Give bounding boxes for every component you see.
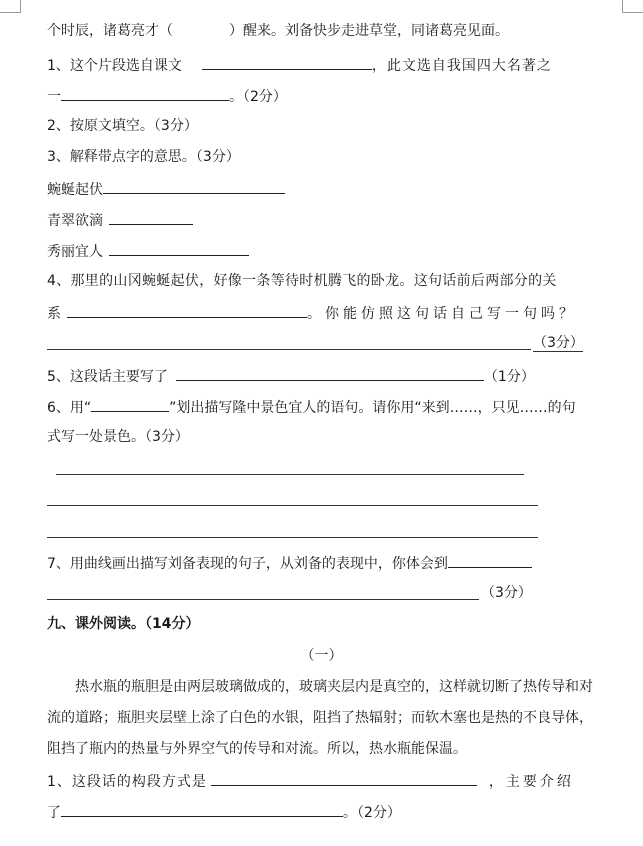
q2-text: 2、按原文填空。（3分）	[47, 118, 198, 134]
q6-text-a: 6、用“	[47, 400, 92, 416]
question-5	[47, 365, 535, 385]
answer-line-q6-2[interactable]	[47, 505, 538, 506]
section-9-heading	[47, 614, 199, 634]
q7-score-text: （3分）	[481, 585, 532, 601]
word-3: 秀丽宜人	[47, 244, 103, 260]
question-3	[47, 147, 240, 167]
line1-text-b: ）醒来。刘备快步走进草堂，同诸葛亮见面。	[229, 23, 509, 39]
q6-text-c: 式写一处景色。（3分）	[47, 429, 189, 445]
passage-text-2: 流的道路；瓶胆夹层壁上涂了白色的水银，阻挡了热辐射；而软木塞也是热的不良导体，	[47, 710, 593, 726]
passage-text-3: 阻挡了瓶内的热量与外界空气的传导和对流。所以，热水瓶能保温。	[47, 741, 467, 757]
question-4-line-2	[47, 302, 577, 322]
page-corner-mark-left	[0, 0, 21, 13]
reading-question-1-line-2	[47, 801, 401, 821]
r1-text-d: 。（2分）	[343, 805, 401, 821]
answer-blank-q7-a[interactable]	[448, 552, 532, 568]
answer-blank-q1-title[interactable]	[202, 54, 372, 70]
answer-blank-word-2[interactable]	[109, 209, 193, 225]
subsection-heading	[0, 646, 643, 666]
answer-line-q6-3[interactable]	[47, 537, 538, 538]
q4-score-text: （3分）	[533, 335, 584, 351]
answer-blank-q4-relation[interactable]	[67, 302, 307, 318]
answer-line-q7[interactable]	[47, 599, 479, 600]
question-1-line-1	[47, 54, 552, 74]
word-item-2	[47, 209, 193, 229]
q1-text-d: 。（2分）	[229, 89, 287, 105]
q4-text-b1: 系	[47, 306, 61, 322]
answer-blank-q5[interactable]	[176, 365, 484, 381]
q3-text: 3、解释带点字的意思。（3分）	[47, 149, 240, 165]
q5-text-a: 5、这段话主要写了	[47, 369, 168, 385]
q4-text-a: 4、那里的山冈蜿蜒起伏，好像一条等待时机腾飞的卧龙。这句话前后两部分的关	[47, 273, 557, 289]
answer-blank-q6-mark[interactable]	[91, 396, 169, 412]
q1-text-b: ，此文选自我国四大名著之	[371, 58, 552, 74]
passage-line-2	[47, 708, 593, 728]
q7-text-a: 7、用曲线画出描写刘备表现的句子，从刘备的表现中，你体会到	[47, 556, 448, 572]
section-9-title: 九、课外阅读。（14分）	[47, 616, 200, 632]
word-item-1	[47, 178, 285, 198]
question-4-line-1	[47, 271, 557, 291]
question-6-line-2	[47, 427, 189, 447]
page-corner-mark-right	[622, 0, 643, 13]
passage-line-1	[75, 677, 593, 697]
answer-blank-word-3[interactable]	[109, 240, 249, 256]
text-line-1	[47, 21, 509, 41]
q4-text-b2: 。你能仿照这句话自己写一句吗？	[307, 306, 577, 322]
q4-score	[533, 333, 584, 353]
question-1-line-2	[47, 85, 287, 105]
answer-blank-word-1[interactable]	[103, 178, 285, 194]
q5-score: （1分）	[483, 369, 535, 385]
line1-text-a: 个时辰，诸葛亮才（	[47, 23, 173, 39]
r1-text-c: 了	[47, 805, 61, 821]
question-7-line-1	[47, 552, 532, 572]
subsection-1-title: （一）	[300, 648, 343, 664]
answer-blank-q1-novel[interactable]	[61, 85, 229, 101]
answer-line-q6-1[interactable]	[56, 474, 524, 475]
q1-text-c: 一	[47, 89, 61, 105]
answer-line-q4[interactable]	[47, 349, 531, 350]
word-2: 青翠欲滴	[47, 213, 103, 229]
reading-question-1-line-1	[47, 770, 574, 790]
question-2	[47, 116, 198, 136]
answer-blank-r1-structure[interactable]	[211, 770, 477, 786]
passage-text-1: 热水瓶的瓶胆是由两层玻璃做成的，玻璃夹层内是真空的，这样就切断了热传导和对	[75, 679, 593, 695]
q1-text-a: 1、这个片段选自课文	[47, 58, 182, 74]
word-item-3	[47, 240, 249, 260]
question-6-line-1	[47, 396, 576, 416]
word-1: 蜿蜒起伏	[47, 182, 103, 198]
answer-blank-r1-content[interactable]	[61, 801, 343, 817]
r1-text-b: ，主要介绍	[488, 774, 574, 790]
passage-line-3	[47, 739, 467, 759]
q7-score	[481, 583, 532, 603]
r1-text-a: 1、这段话的构段方式是	[47, 774, 207, 790]
score-underline-q4	[533, 351, 583, 352]
q6-text-b: ”划出描写隆中景色宜人的语句。请你用“来到……，只见……的句	[169, 400, 576, 416]
